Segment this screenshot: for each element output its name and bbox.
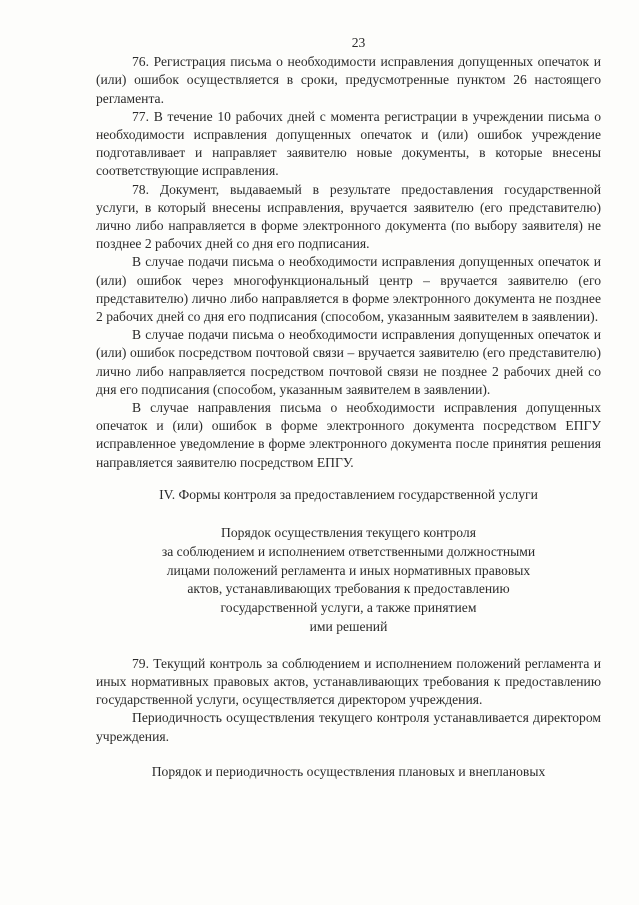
subsection-title-line: актов, устанавливающих требования к предоставлению bbox=[187, 581, 510, 597]
paragraph-periodicity: Периодичность осуществления текущего контроля устанавливается директором учреждения. bbox=[96, 710, 601, 744]
paragraph-78-mfc-case: В случае подачи письма о необходимости исправления допущенных опечаток и (или) ошибок через многофункциональный центр – вручается заявителю (его представителю) лично либо направляется в форме электронного документа не позднее 2 рабочих дней со дня его подписания (способом, указанным заявителем в заявлении). bbox=[96, 254, 601, 325]
subsection-title-line: за соблюдением и исполнением ответственными должностными bbox=[161, 543, 536, 559]
document-page bbox=[96, 34, 601, 781]
subsection-title bbox=[96, 524, 601, 637]
paragraph-77: 77. В течение 10 рабочих дней с момента регистрации в учреждении письма о необходимости исправления допущенных опечаток и (или) ошибок учреждение подготавливает и направляет заявителю новые документы, в которые внесены соответствующие исправления. bbox=[96, 108, 601, 179]
paragraph-76: 76. Регистрация письма о необходимости исправления допущенных опечаток и (или) ошибок осуществляется в сроки, предусмотренные пунктом 26 настоящего регламента. bbox=[96, 54, 601, 106]
page-number: 23 bbox=[351, 35, 366, 50]
subsection-title-line: Порядок осуществления текущего контроля bbox=[221, 525, 476, 541]
subsection-title-line: государственной услуги, а также принятием bbox=[220, 600, 477, 616]
section-title: IV. Формы контроля за предоставлением государственной услуги bbox=[159, 486, 538, 502]
paragraph-78-postal-case: В случае подачи письма о необходимости исправления допущенных опечаток и (или) ошибок посредством почтовой связи – вручается заявителю (его представителю) лично либо направляется посредством почтовой связи не позднее 2 рабочих дней со дня его подписания (способом, указанным заявителем в заявлении). bbox=[96, 327, 601, 397]
paragraph-78-epgu-case: В случае направления письма о необходимости исправления допущенных опечаток и (или) ошибок в форме электронного документа посредством ЕПГУ исправленное уведомление в форме электронного документа после принятия решения направляется заявителю посредством ЕПГУ. bbox=[96, 400, 601, 470]
subsection-title-line: ими решений bbox=[309, 619, 388, 635]
paragraph-79: 79. Текущий контроль за соблюдением и исполнением положений регламента и иных нормативных правовых актов, устанавливающих требования к предоставлению государственной услуги, осуществляется директором учреждения. bbox=[96, 655, 601, 708]
paragraph-78: 78. Документ, выдаваемый в результате предоставления государственной услуги, в который внесены исправления, вручается заявителю (его представителю) лично либо направляется в форме электронного документа (по выбору заявителя) не позднее 2 рабочих дней со дня его подписания. bbox=[96, 181, 601, 252]
next-subsection-title: Порядок и периодичность осуществления плановых и внеплановых bbox=[151, 763, 546, 779]
subsection-title-line: лицами положений регламента и иных нормативных правовых bbox=[166, 562, 531, 578]
